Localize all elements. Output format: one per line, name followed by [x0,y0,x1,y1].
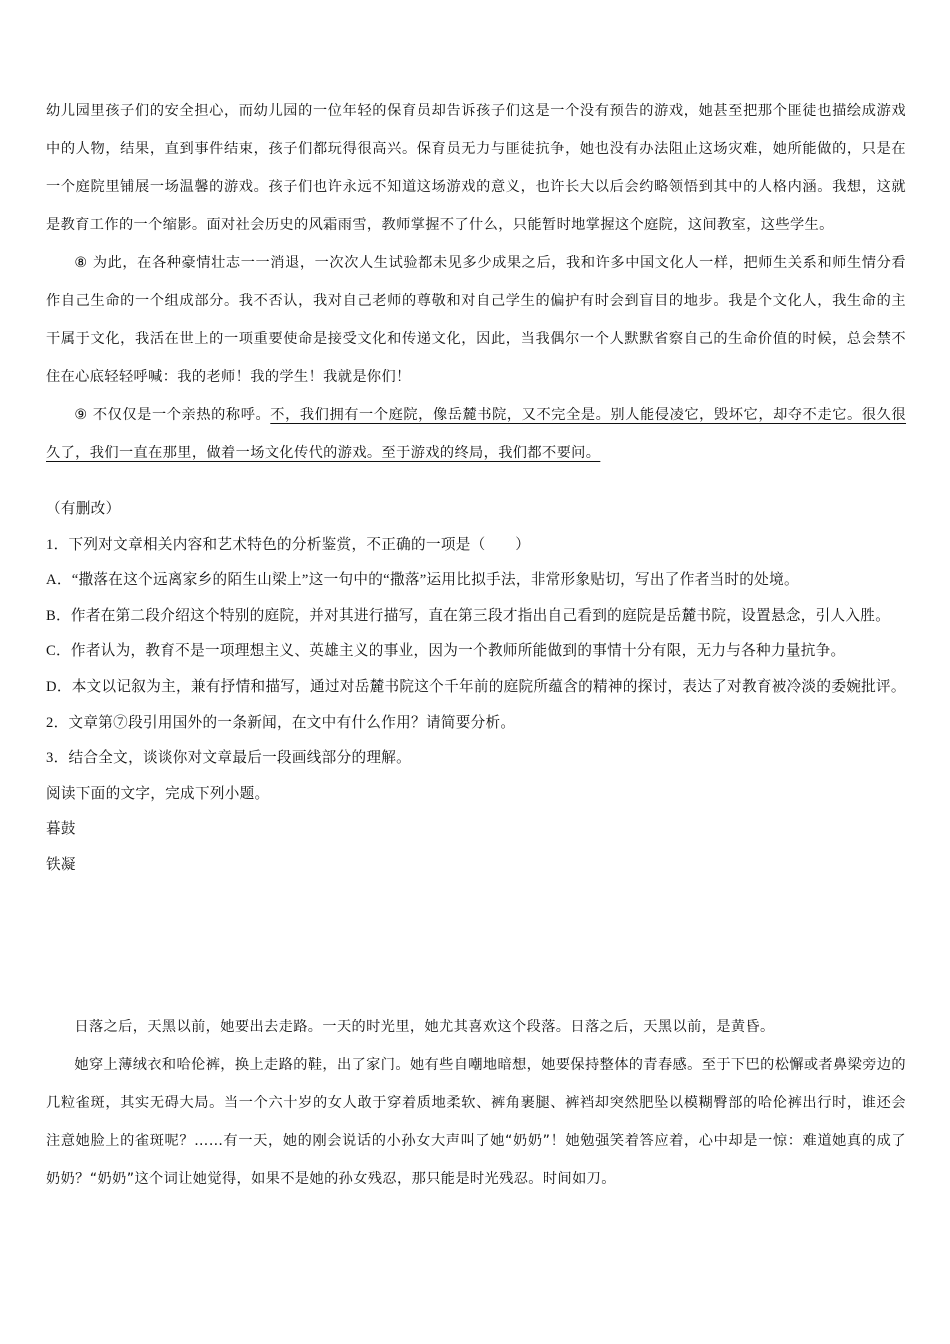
option-c: C．作者认为，教育不是一项理想主义、英雄主义的事业，因为一个教师所能做到的事情十分有限，无力与各种力量抗争。 [46,643,846,660]
passage-two-paragraph-1: 日落之后，天黑以前，她要出去走路。一天的时光里，她尤其喜欢这个段落。日落之后，天黑以前，是黄昏。 [74,1019,775,1035]
paragraph-9-text: ⑨ 不仅仅是一个亲热的称呼。 [74,407,271,423]
questions-section [46,492,906,884]
option-b: B．作者在第二段介绍这个特别的庭院，并对其进行描写，直在第三段才指出自己看到的庭院是岳麓书院，设置悬念，引人入胜。 [46,607,891,624]
question-3: 3．结合全文，谈谈你对文章最后一段画线部分的理解。 [46,750,412,767]
passage-two-paragraph-2: 她穿上薄绒衣和哈伦裤，换上走路的鞋，出了家门。她有些自嘲地暗想，她要保持整体的青春感。至于下巴的松懈或者鼻梁旁边的几粒雀斑，其实无碍大局。当一个六十岁的女人敢于穿着质地柔软、裤角裹腿、裤裆却突然肥坠以模糊臀部的哈伦裤出行时，谁还会注意她脸上的雀斑呢？……有一天，她的刚会说话的小孙女大声叫了她“奶奶”！她勉强笑着答应着，心中却是一惊：难道她真的成了奶奶？“奶奶”这个词让她觉得，如果不是她的孙女残忍，那只能是时光残忍。时间如刀。 [46,1057,906,1187]
option-a: A．“撒落在这个远离家乡的陌生山梁上”这一句中的“撒落”运用比拟手法，非常形象贴切，写出了作者当时的处境。 [46,572,799,589]
paragraph-9 [46,396,906,472]
reading-instruction: 阅读下面的文字，完成下列小题。 [46,785,270,802]
passage-title: 暮鼓 [46,821,76,838]
passage-one-excerpt [46,92,906,472]
underlined-passage: 不，我们拥有一个庭院，像岳麓书院，又不完全是。别人能侵凌它，毁坏它，却夺不走它。很久很久了，我们一直在那里，做着一场文化传代的游戏。至于游戏的终局，我们都不要问。 [46,407,907,461]
paragraph-continued: 幼儿园里孩子们的安全担心，而幼儿园的一位年轻的保育员却告诉孩子们这是一个没有预告的游戏，她甚至把那个匪徒也描绘成游戏中的人物，结果，直到事件结束，孩子们都玩得很高兴。保育员无力与匪徒抗争，她也没有办法阻止这场灾难，她所能做的，只是在一个庭院里铺展一场温馨的游戏。孩子们也许永远不知道这场游戏的意义，也许长大以后会约略领悟到其中的人格内涵。我想，这就是教育工作的一个缩影。面对社会历史的风霜雨雪，教师掌握不了什么，只能暂时地掌握这个庭院，这间教室，这些学生。 [46,103,906,233]
question-1-stem: 1．下列对文章相关内容和艺术特色的分析鉴赏，不正确的一项是（ ） [46,536,531,553]
question-2: 2．文章第⑦段引用国外的一条新闻，在文中有什么作用？请简要分析。 [46,714,516,731]
edit-note: （有删改） [46,501,121,517]
option-d: D．本文以记叙为主，兼有抒情和描写，通过对岳麓书院这个千年前的庭院所蕴含的精神的探讨，表达了对教育被冷淡的委婉批评。 [46,678,906,695]
passage-two [46,1008,906,1198]
passage-author: 铁凝 [46,856,76,873]
paragraph-8: ⑧ 为此，在各种豪情壮志一一消退，一次次人生试验都未见多少成果之后，我和许多中国文化人一样，把师生关系和师生情分看作自己生命的一个组成部分。我不否认，我对自己老师的尊敬和对自己学生的偏护有时会到盲目的地步。我是个文化人，我生命的主干属于文化，我活在世上的一项重要使命是接受文化和传递文化，因此，当我偶尔一个人默默省察自己的生命价值的时候，总会禁不住在心底轻轻呼喊：我的老师！我的学生！我就是你们！ [46,255,906,385]
